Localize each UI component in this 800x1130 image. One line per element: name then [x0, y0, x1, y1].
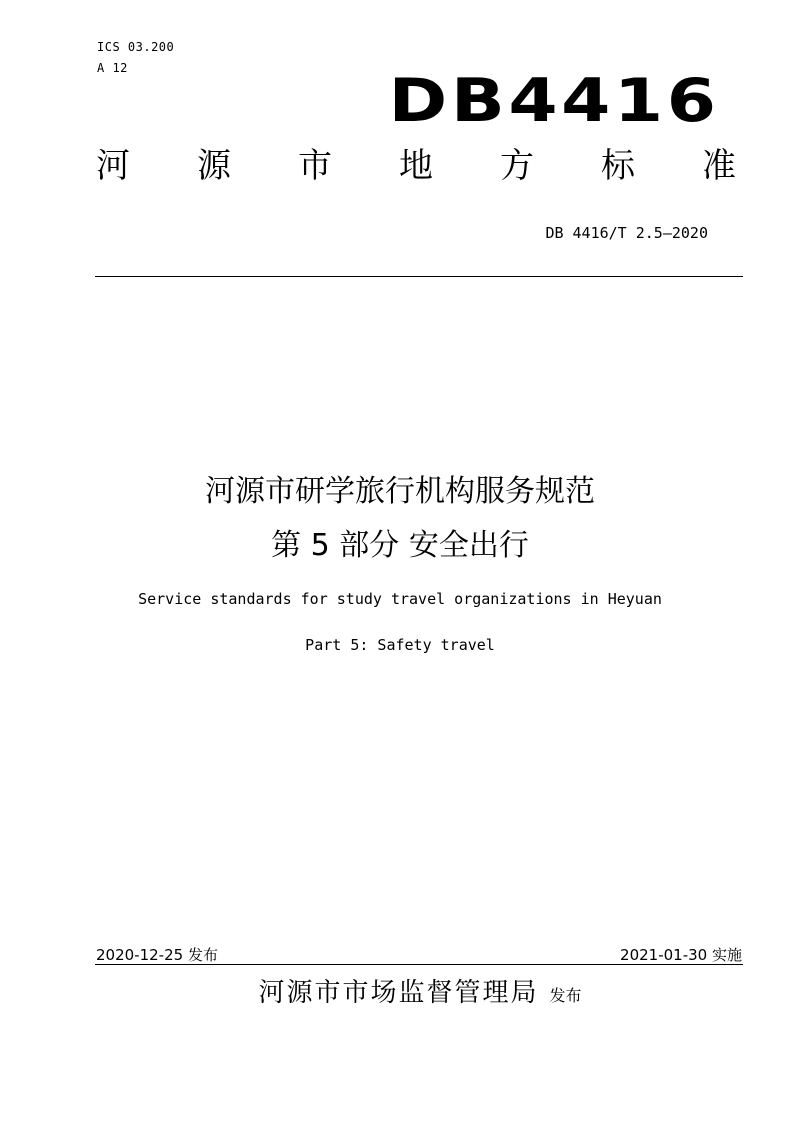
standard-code-logo: DB4416 [388, 66, 720, 136]
standard-number: DB 4416/T 2.5—2020 [545, 224, 708, 242]
title-char: 地 [399, 146, 433, 186]
top-divider [95, 276, 743, 277]
title-char: 准 [702, 146, 736, 186]
issue-date: 2020-12-25 发布 [96, 946, 218, 964]
document-title-en: Service standards for study travel organizations in Heyuan [138, 590, 662, 608]
document-subtitle-en: Part 5: Safety travel [305, 636, 495, 654]
title-char: 方 [500, 146, 534, 186]
bottom-divider [95, 964, 743, 965]
document-title-cn: 河源市研学旅行机构服务规范 [205, 474, 595, 509]
implementation-date: 2021-01-30 实施 [620, 946, 742, 964]
issuer-suffix: 发布 [549, 986, 582, 1005]
issuer-name: 河源市市场监督管理局 [258, 978, 539, 1008]
title-char: 河 [96, 146, 130, 186]
title-char: 标 [601, 146, 635, 186]
document-subtitle-cn: 第 5 部分 安全出行 [271, 528, 529, 563]
title-char: 市 [298, 146, 332, 186]
standard-type-title [96, 144, 736, 188]
ics-code: ICS 03.200 [97, 40, 175, 54]
ccs-code: A 12 [97, 61, 128, 75]
issuing-authority [0, 972, 800, 1009]
title-char: 源 [197, 146, 231, 186]
